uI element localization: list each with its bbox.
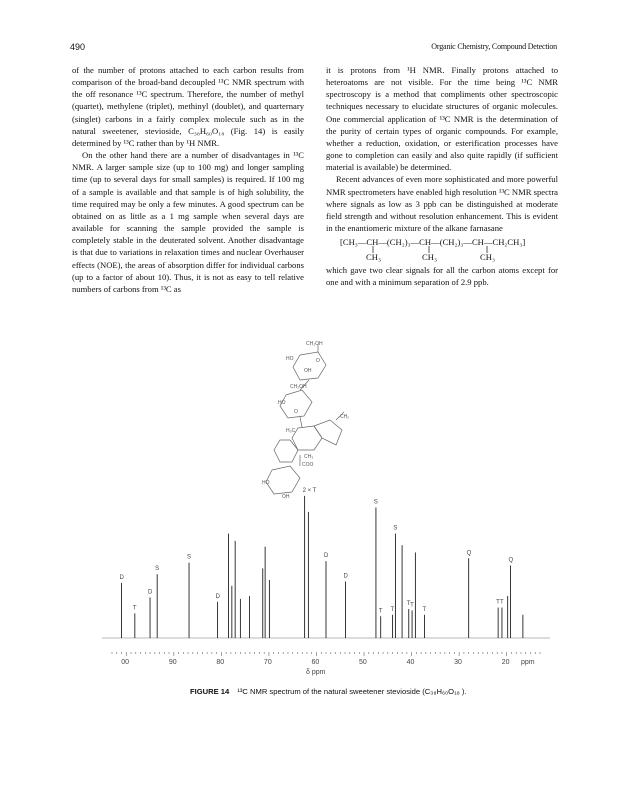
spectrum-peak-labels xyxy=(120,488,514,614)
formula-substituent-1: CH₃ xyxy=(366,252,381,263)
peak-label: D xyxy=(343,573,348,580)
peak-label: 2 × T xyxy=(302,487,317,494)
mol-label-11: COO xyxy=(302,462,314,468)
right-paragraph-2: Recent advances of even more sophisticated and more powerful NMR spectrometers have enabled high resolution ¹³C NMR spectra where signals as low as 3 ppb can be distinguished at moderate field strength and without resolution enhancement. This is evident in the enantiomeric mixture of the alkane farnasane xyxy=(326,174,558,234)
peak-label: D xyxy=(148,589,153,596)
mol-label-2: HO xyxy=(286,356,294,362)
left-paragraph-1: of the number of protons attached to each carbon results from comparison of the broad-band decoupled ¹³C NMR spectrum with the off resonance ¹³C spectrum. Therefore, the number of methyl (quartet), methylene (triplet), methinyl (doublet), and quarternary (singlet) carbons in a fairly complex molecule such as in the natural sweetener, stevioside, C₃₈H₆₀O₁₈ (Fig. 14) is easily determined by ¹³C rather than by ¹H NMR. xyxy=(72,65,304,148)
spectrum-peaks xyxy=(102,496,550,638)
mol-label-4: O xyxy=(316,358,320,364)
peak-label: Q xyxy=(508,557,514,564)
peak-label: S xyxy=(155,566,160,573)
peak-label: T xyxy=(390,606,395,613)
mol-label-6: CH₂ xyxy=(340,414,350,420)
figure-caption-text: ¹³C NMR spectrum of the natural sweetener stevioside (C₃₈H₆₀O₁₈ ). xyxy=(237,687,467,696)
peak-label: S xyxy=(187,554,192,561)
axis-tick-label: 40 xyxy=(406,659,415,666)
right-paragraph-1: it is protons from ¹H NMR. Finally protons attached to heteroatoms are not visible. For the time being ¹³C NMR spectroscopy is a method that compliments other spectroscopic techniques necessary to elucidate structures of organic molecules. One commercial application of ¹³C NMR is the determination of the purity of certain types of organic compounds. For example, whether a reduction, oxidation, or esterification processes have gone to completion can easily and also quite rapidly (if sufficient material is available) be determined. xyxy=(326,65,558,173)
axis-tick-label: 30 xyxy=(454,659,462,666)
peak-label: D xyxy=(324,553,329,560)
axis-tick-label: 50 xyxy=(359,659,367,666)
peak-label: D xyxy=(215,593,220,600)
peak-label: T xyxy=(132,605,137,612)
mol-label-9: CH₃ xyxy=(304,454,314,460)
peak-label: T xyxy=(422,606,427,613)
spectrum-axis xyxy=(112,652,540,666)
right-paragraph-3: which gave two clear signals for all the carbon atoms except for one and with a minimum separation of 2.9 ppb. xyxy=(326,265,558,288)
formula-substituent-2: CH₃ xyxy=(422,252,437,263)
peak-label: T xyxy=(378,608,383,615)
figure-caption-label: FIGURE 14 xyxy=(190,687,230,696)
mol-label-12: HO xyxy=(262,480,270,486)
mol-label-5: CH₂OH xyxy=(290,384,307,390)
peak-label: Q xyxy=(466,550,472,557)
page-number: 490 xyxy=(70,42,86,52)
peak-label: D xyxy=(119,574,124,581)
formula-main-chain: [CH₃—CH—(CH₂)₃—CH—(CH₂)₃—CH—CH₂CH₃] xyxy=(340,237,526,248)
mol-label-3: OH xyxy=(304,368,312,374)
peak-label: T xyxy=(496,599,500,606)
mol-label-10: H₃C xyxy=(286,428,296,434)
peak-label: S xyxy=(373,499,378,506)
axis-tick-label: 70 xyxy=(263,659,272,666)
axis-tick-label: 90 xyxy=(168,659,177,666)
peak-label: T xyxy=(410,602,414,609)
peak-label: T xyxy=(406,601,411,607)
axis-unit-label: ppm xyxy=(520,659,535,666)
mol-label-7: HO xyxy=(278,400,286,406)
axis-tick-label: 60 xyxy=(311,659,320,666)
mol-label-1: CH₂OH xyxy=(306,341,323,347)
x-axis-title: δ ppm xyxy=(306,669,326,676)
axis-tick-label: 20 xyxy=(501,659,510,666)
mol-label-13: OH xyxy=(282,494,290,500)
mol-label-8: O xyxy=(294,409,298,415)
peak-label: S xyxy=(393,525,398,532)
running-head: Organic Chemistry, Compound Detection xyxy=(431,42,557,51)
left-paragraph-2: On the other hand there are a number of disadvantages in ¹³C NMR. A larger sample size (up to 100 mg) and longer sampling time (up to several days for small samples) is required. If 100 mg of a sample is available and that sample is of high solubility, the time required may be only a few minutes. A good spectrum can be obtained on as little as a 1 mg sample when several days are available for scanning the sample provided the sample is completely stable in the deuterated solvent. Another disadvantage is that due to variations in relaxation times and nuclear Overhauser effects (NOE), the areas of absorption differ for individual carbons (up to a factor of about 10). Thus, it is not as easy to tell relative numbers of carbons from ¹³C as xyxy=(72,150,304,294)
formula-substituent-3: CH₃ xyxy=(480,252,495,263)
figure-caption xyxy=(190,687,467,696)
peak-label: T xyxy=(499,599,504,606)
axis-tick-label: 00 xyxy=(121,659,130,666)
axis-tick-label: 80 xyxy=(216,659,225,666)
